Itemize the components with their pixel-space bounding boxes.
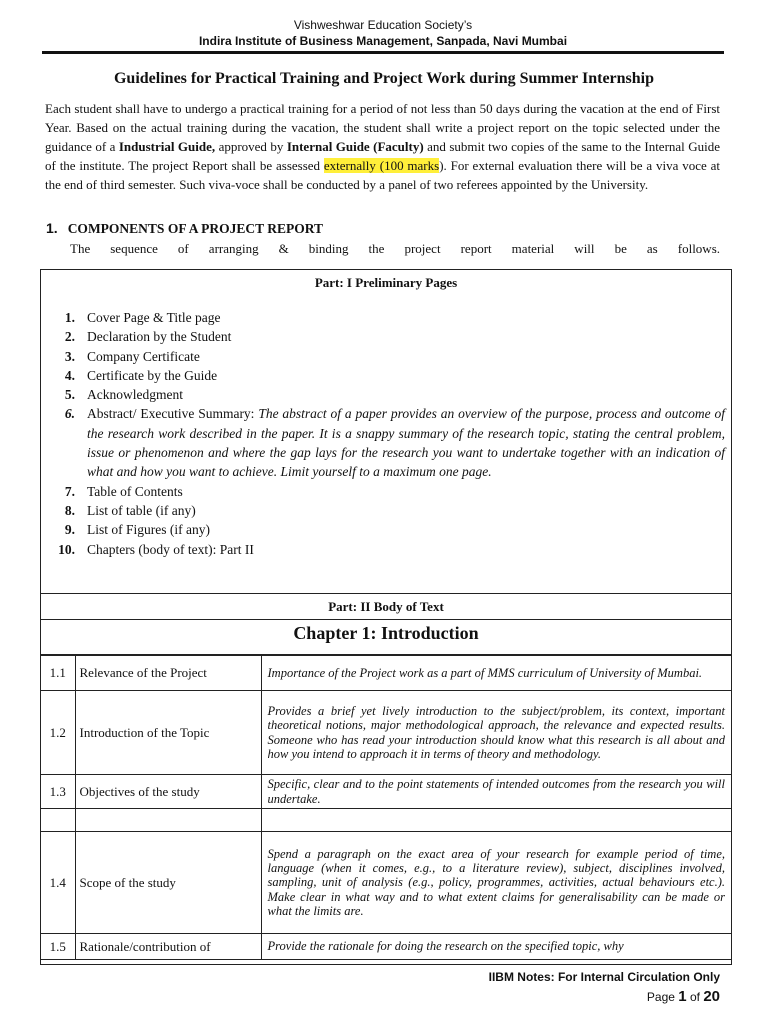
- item-number: 5.: [64, 387, 75, 403]
- item-number: 9.: [64, 522, 75, 538]
- list-item: [53, 347, 725, 366]
- section-heading: [46, 220, 323, 237]
- intro-text-3: and submit two copies of the same to the Internal Guide of the institute. The project Report shall be assessed: [45, 139, 720, 173]
- item-number: 4.: [64, 367, 75, 383]
- item-text: [87, 404, 725, 481]
- list-item: [53, 404, 725, 481]
- item-text: List of table (if any): [87, 502, 196, 518]
- row-title: Relevance of the Project: [75, 656, 261, 691]
- part2-heading: Part: II Body of Text: [41, 594, 731, 620]
- intro-text-1: Each student shall have to undergo a practical training for a period of not less than 50 days during the vacation at the end of First Year. Based on the actual training during the vacation, the student shall write a project report on the topic selected under the guidance of a: [45, 101, 720, 154]
- item-number: 1.: [64, 310, 75, 325]
- page-number: 1: [678, 988, 687, 1005]
- row-number: 1.5: [41, 934, 75, 960]
- row-title: Objectives of the study: [75, 775, 261, 809]
- row-number: 1.2: [41, 691, 75, 775]
- list-item: [53, 385, 725, 404]
- page-total: 20: [703, 988, 720, 1005]
- item-number: 6.: [64, 406, 75, 422]
- institute-name: Indira Institute of Business Management, Sanpada, Navi Mumbai: [198, 34, 568, 48]
- row-description: Specific, clear and to the point statements of intended outcomes from the research you will undertake.: [261, 775, 731, 809]
- document-title: Guidelines for Practical Training and Project Work during Summer Internship: [113, 70, 655, 87]
- list-item: [53, 366, 725, 385]
- section-number: 1.: [46, 220, 58, 236]
- body-of-text-box: [40, 594, 732, 965]
- table-row: [41, 832, 731, 934]
- intro-text-4: ). For external evaluation there will be a viva voce at the end of third semester. Such viva-voce shall be conducted by a panel of two referees appointed by the University.: [45, 158, 720, 192]
- chapter-table: [41, 655, 731, 960]
- intro-paragraph: [45, 99, 720, 194]
- abstract-label: Abstract/ Executive Summary:: [87, 406, 259, 422]
- internal-guide-term: Internal Guide (Faculty): [286, 139, 424, 154]
- row-description: [261, 809, 731, 832]
- header-rule: [42, 51, 724, 54]
- industrial-guide-term: Industrial Guide,: [118, 139, 216, 154]
- list-item: [53, 520, 725, 539]
- item-number: 2.: [64, 329, 75, 345]
- section-title: COMPONENTS OF A PROJECT REPORT: [67, 221, 323, 236]
- preliminary-list: [53, 308, 725, 559]
- row-description: Provide the rationale for doing the research on the specified topic, why: [261, 934, 731, 960]
- of-word: of: [686, 990, 704, 1004]
- chapter-title: Chapter 1: Introduction: [41, 620, 731, 655]
- item-text: Certificate by the Guide: [87, 367, 218, 383]
- page-word: Page: [646, 990, 679, 1004]
- preliminary-pages-box: [40, 269, 732, 594]
- item-text: Acknowledgment: [87, 387, 183, 403]
- item-text: Company Certificate: [87, 348, 200, 364]
- sequence-note: The sequence of arranging & binding the project report material will be as follows.: [70, 241, 720, 256]
- item-text: Cover Page & Title page: [87, 310, 221, 325]
- table-row: [41, 691, 731, 775]
- list-item: [53, 327, 725, 346]
- list-item: [53, 308, 725, 327]
- row-title: Rationale/contribution of: [75, 934, 261, 960]
- society-name: Vishweshwar Education Society’s: [293, 18, 473, 32]
- item-number: 8.: [64, 502, 75, 518]
- row-title: Introduction of the Topic: [75, 691, 261, 775]
- row-description: Importance of the Project work as a part of MMS curriculum of University of Mumbai.: [261, 656, 731, 691]
- abstract-description: The abstract of a paper provides an overview of the purpose, process and outcome of the research work described in the paper. It is a snappy summary of the research topic, stating the central problem, issue or phenomenon and where the gap lays for the research you want to undertake together with an indication of what and how you want to achieve. Limit yourself to a maximum one page.: [87, 406, 725, 480]
- part1-heading: Part: I Preliminary Pages: [314, 275, 458, 290]
- item-text: Chapters (body of text): Part II: [87, 541, 254, 557]
- row-number: 1.1: [41, 656, 75, 691]
- table-row: [41, 809, 731, 832]
- table-row: [41, 775, 731, 809]
- list-item: [53, 540, 725, 559]
- list-item: [53, 501, 725, 520]
- item-number: 7.: [64, 483, 75, 499]
- item-text: Declaration by the Student: [87, 329, 232, 345]
- page-indicator: [647, 988, 720, 1005]
- row-title: Scope of the study: [75, 832, 261, 934]
- row-title: [75, 809, 261, 832]
- row-description: Spend a paragraph on the exact area of your research for example period of time, language (when it comes, e.g., to a literature review), subject, disciplines involved, sampling, unit of analysis (e.g., policy, programmes, activities, actual behaviours etc.). Make clear in what way and to what extent claims for generalisability can be made or what the limits are.: [261, 832, 731, 934]
- intro-text-2: approved by: [215, 139, 287, 154]
- item-text: Table of Contents: [87, 483, 183, 499]
- footer-notes: IIBM Notes: For Internal Circulation Only: [488, 970, 720, 984]
- table-row: [41, 656, 731, 691]
- item-text: List of Figures (if any): [87, 522, 210, 538]
- row-number: 1.4: [41, 832, 75, 934]
- row-number: 1.3: [41, 775, 75, 809]
- highlighted-marks: externally (100 marks: [323, 158, 440, 173]
- item-number: 10.: [58, 541, 75, 557]
- row-number: [41, 809, 75, 832]
- row-description: Provides a brief yet lively introduction to the subject/problem, its context, important theoretical notions, major methodological approach, the relevance and expected results. Someone who has read your introduction should know what this research is all about and how you intend to approach it in terms of theory and methodology.: [261, 691, 731, 775]
- item-number: 3.: [64, 348, 75, 364]
- list-item: [53, 482, 725, 501]
- table-row: [41, 934, 731, 960]
